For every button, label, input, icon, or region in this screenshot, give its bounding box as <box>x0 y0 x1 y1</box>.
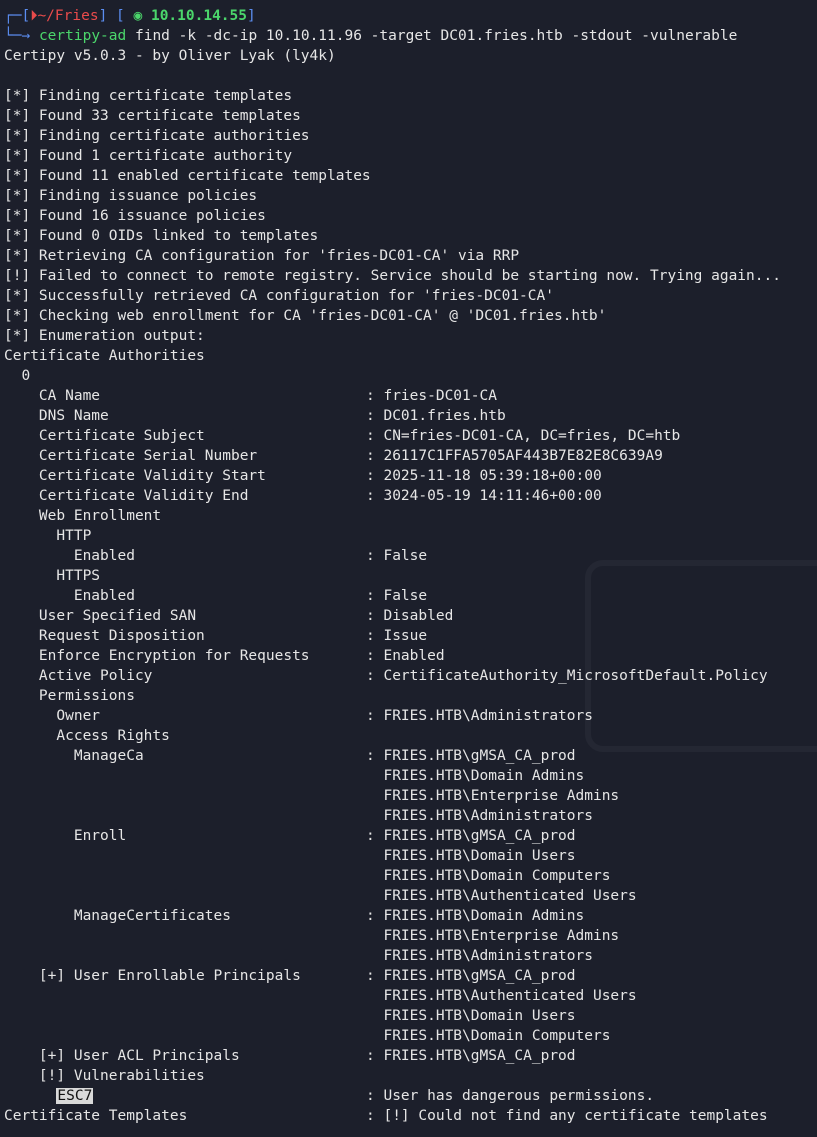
status-line: [*] Retrieving CA configuration for 'fries-DC01-CA' via RRP <box>4 248 520 264</box>
property-row <box>4 1006 817 1026</box>
property-row <box>4 1046 817 1066</box>
property-value: : 26117C1FFA5705AF443B7E82E8C639A9 <box>366 448 663 464</box>
property-value: : FRIES.HTB\gMSA_CA_prod <box>366 828 576 844</box>
property-row <box>4 786 817 806</box>
templates-row <box>4 1106 817 1126</box>
status-line: [*] Finding certificate authorities <box>4 128 310 144</box>
status-line: [*] Finding certificate templates <box>4 88 293 104</box>
property-value: : FRIES.HTB\gMSA_CA_prod <box>366 748 576 764</box>
wifi-icon: ◉ <box>133 8 143 24</box>
property-value: : FRIES.HTB\Administrators <box>366 708 593 724</box>
command-line <box>4 26 817 46</box>
property-row <box>4 386 817 406</box>
property-value: FRIES.HTB\Authenticated Users <box>366 988 637 1004</box>
property-row <box>4 606 817 626</box>
property-row <box>4 626 817 646</box>
property-key: Access Rights <box>4 728 170 744</box>
property-key: Active Policy <box>4 668 153 684</box>
property-value: : FRIES.HTB\Domain Admins <box>366 908 585 924</box>
vuln-badge: ESC7 <box>57 1088 93 1104</box>
property-value: FRIES.HTB\Domain Computers <box>366 868 611 884</box>
property-key: [+] User Enrollable Principals <box>4 968 301 984</box>
property-value: : 3024-05-19 14:11:46+00:00 <box>366 488 602 504</box>
section-title: Certificate Authorities <box>4 348 205 364</box>
property-value: FRIES.HTB\Administrators <box>366 948 593 964</box>
status-line: [*] Checking web enrollment for CA 'fries-DC01-CA' @ 'DC01.fries.htb' <box>4 308 607 324</box>
property-key: Permissions <box>4 688 135 704</box>
templates-value: : [!] Could not find any certificate templates <box>366 1108 768 1124</box>
property-key: ManageCertificates <box>4 908 231 924</box>
property-row <box>4 726 817 746</box>
property-key: DNS Name <box>4 408 109 424</box>
property-key: Enforce Encryption for Requests <box>4 648 310 664</box>
property-row <box>4 826 817 846</box>
property-key: Certificate Validity End <box>4 488 249 504</box>
property-value: FRIES.HTB\Enterprise Admins <box>366 928 620 944</box>
status-line: [*] Successfully retrieved CA configuration for 'fries-DC01-CA' <box>4 288 554 304</box>
tool-header: Certipy v5.0.3 - by Oliver Lyak (ly4k) <box>4 48 336 64</box>
property-key: Enabled <box>4 548 135 564</box>
prompt-line <box>4 6 817 26</box>
prompt-bracket: ] <box>98 8 108 24</box>
status-line: [*] Found 16 issuance policies <box>4 208 266 224</box>
property-key: [!] Vulnerabilities <box>4 1068 205 1084</box>
prompt-bracket: ] <box>247 8 256 24</box>
property-value: : 2025-11-18 05:39:18+00:00 <box>366 468 602 484</box>
status-line: [*] Finding issuance policies <box>4 188 258 204</box>
property-key: Enroll <box>4 828 127 844</box>
status-line: [*] Found 33 certificate templates <box>4 108 301 124</box>
property-value: FRIES.HTB\Domain Computers <box>366 1028 611 1044</box>
property-row <box>4 1066 817 1086</box>
prompt-bracket: [ <box>116 8 125 24</box>
property-key: HTTPS <box>4 568 101 584</box>
ca-properties <box>4 386 817 1086</box>
property-row <box>4 406 817 426</box>
command-args: find -k -dc-ip 10.10.11.96 -target DC01.fries.htb -stdout -vulnerable <box>126 28 738 44</box>
status-line: [*] Enumeration output: <box>4 328 205 344</box>
property-value: : FRIES.HTB\gMSA_CA_prod <box>366 968 576 984</box>
property-row <box>4 686 817 706</box>
vuln-row <box>4 1086 817 1106</box>
ca-index: 0 <box>4 368 31 384</box>
property-key: CA Name <box>4 388 101 404</box>
property-row <box>4 666 817 686</box>
property-key: [+] User ACL Principals <box>4 1048 240 1064</box>
property-row <box>4 746 817 766</box>
property-row <box>4 806 817 826</box>
property-value: : CN=fries-DC01-CA, DC=fries, DC=htb <box>366 428 681 444</box>
vuln-key <box>4 1086 366 1106</box>
property-key: ManageCa <box>4 748 144 764</box>
property-key: Certificate Serial Number <box>4 448 258 464</box>
command-name: certipy-ad <box>38 28 127 44</box>
property-key: Web Enrollment <box>4 508 162 524</box>
status-line: [*] Found 11 enabled certificate templates <box>4 168 371 184</box>
property-row <box>4 586 817 606</box>
property-key: Certificate Subject <box>4 428 205 444</box>
property-value: : Issue <box>366 628 428 644</box>
status-line: [!] Failed to connect to remote registry. Service should be starting now. Trying again... <box>4 268 781 284</box>
vuln-value: : User has dangerous permissions. <box>366 1088 655 1104</box>
prompt-arrow: → <box>21 28 31 44</box>
property-key: Owner <box>4 708 101 724</box>
status-lines <box>4 86 817 346</box>
property-value: FRIES.HTB\Enterprise Admins <box>366 788 620 804</box>
property-row <box>4 986 817 1006</box>
property-value: FRIES.HTB\Domain Admins <box>366 768 585 784</box>
property-row <box>4 706 817 726</box>
property-value: : Disabled <box>366 608 454 624</box>
property-row <box>4 546 817 566</box>
property-key: HTTP <box>4 528 92 544</box>
property-row <box>4 526 817 546</box>
property-row <box>4 966 817 986</box>
property-value: FRIES.HTB\Authenticated Users <box>366 888 637 904</box>
property-row <box>4 646 817 666</box>
property-value: FRIES.HTB\Administrators <box>366 808 593 824</box>
property-row <box>4 906 817 926</box>
property-value: FRIES.HTB\Domain Users <box>366 1008 576 1024</box>
property-row <box>4 466 817 486</box>
property-value: : CertificateAuthority_MicrosoftDefault.Policy <box>366 668 768 684</box>
property-row <box>4 866 817 886</box>
property-key: Request Disposition <box>4 628 205 644</box>
property-row <box>4 1026 817 1046</box>
property-row <box>4 446 817 466</box>
property-row <box>4 426 817 446</box>
property-key: Enabled <box>4 588 135 604</box>
property-value: : fries-DC01-CA <box>366 388 497 404</box>
property-row <box>4 486 817 506</box>
status-line: [*] Found 0 OIDs linked to templates <box>4 228 319 244</box>
arrow-icon: ⏵ <box>30 8 38 24</box>
terminal-output <box>4 6 817 1126</box>
property-value: : FRIES.HTB\gMSA_CA_prod <box>366 1048 576 1064</box>
property-row <box>4 886 817 906</box>
prompt-dir: ~/Fries <box>37 8 99 24</box>
prompt-ip: 10.10.14.55 <box>150 8 247 24</box>
property-row <box>4 506 817 526</box>
prompt-corner: └─ <box>4 28 22 44</box>
prompt-bracket: [ <box>21 8 31 24</box>
property-value: : DC01.fries.htb <box>366 408 506 424</box>
prompt-corner: ┌─ <box>4 8 22 24</box>
property-row <box>4 946 817 966</box>
property-value: : Enabled <box>366 648 445 664</box>
status-line: [*] Found 1 certificate authority <box>4 148 293 164</box>
blank-line <box>4 66 817 86</box>
property-value: FRIES.HTB\Domain Users <box>366 848 576 864</box>
property-key: User Specified SAN <box>4 608 197 624</box>
property-value: : False <box>366 588 428 604</box>
property-row <box>4 846 817 866</box>
property-key: Certificate Validity Start <box>4 468 266 484</box>
property-row <box>4 926 817 946</box>
property-row <box>4 766 817 786</box>
templates-key: Certificate Templates <box>4 1108 188 1124</box>
property-value: : False <box>366 548 428 564</box>
property-row <box>4 566 817 586</box>
